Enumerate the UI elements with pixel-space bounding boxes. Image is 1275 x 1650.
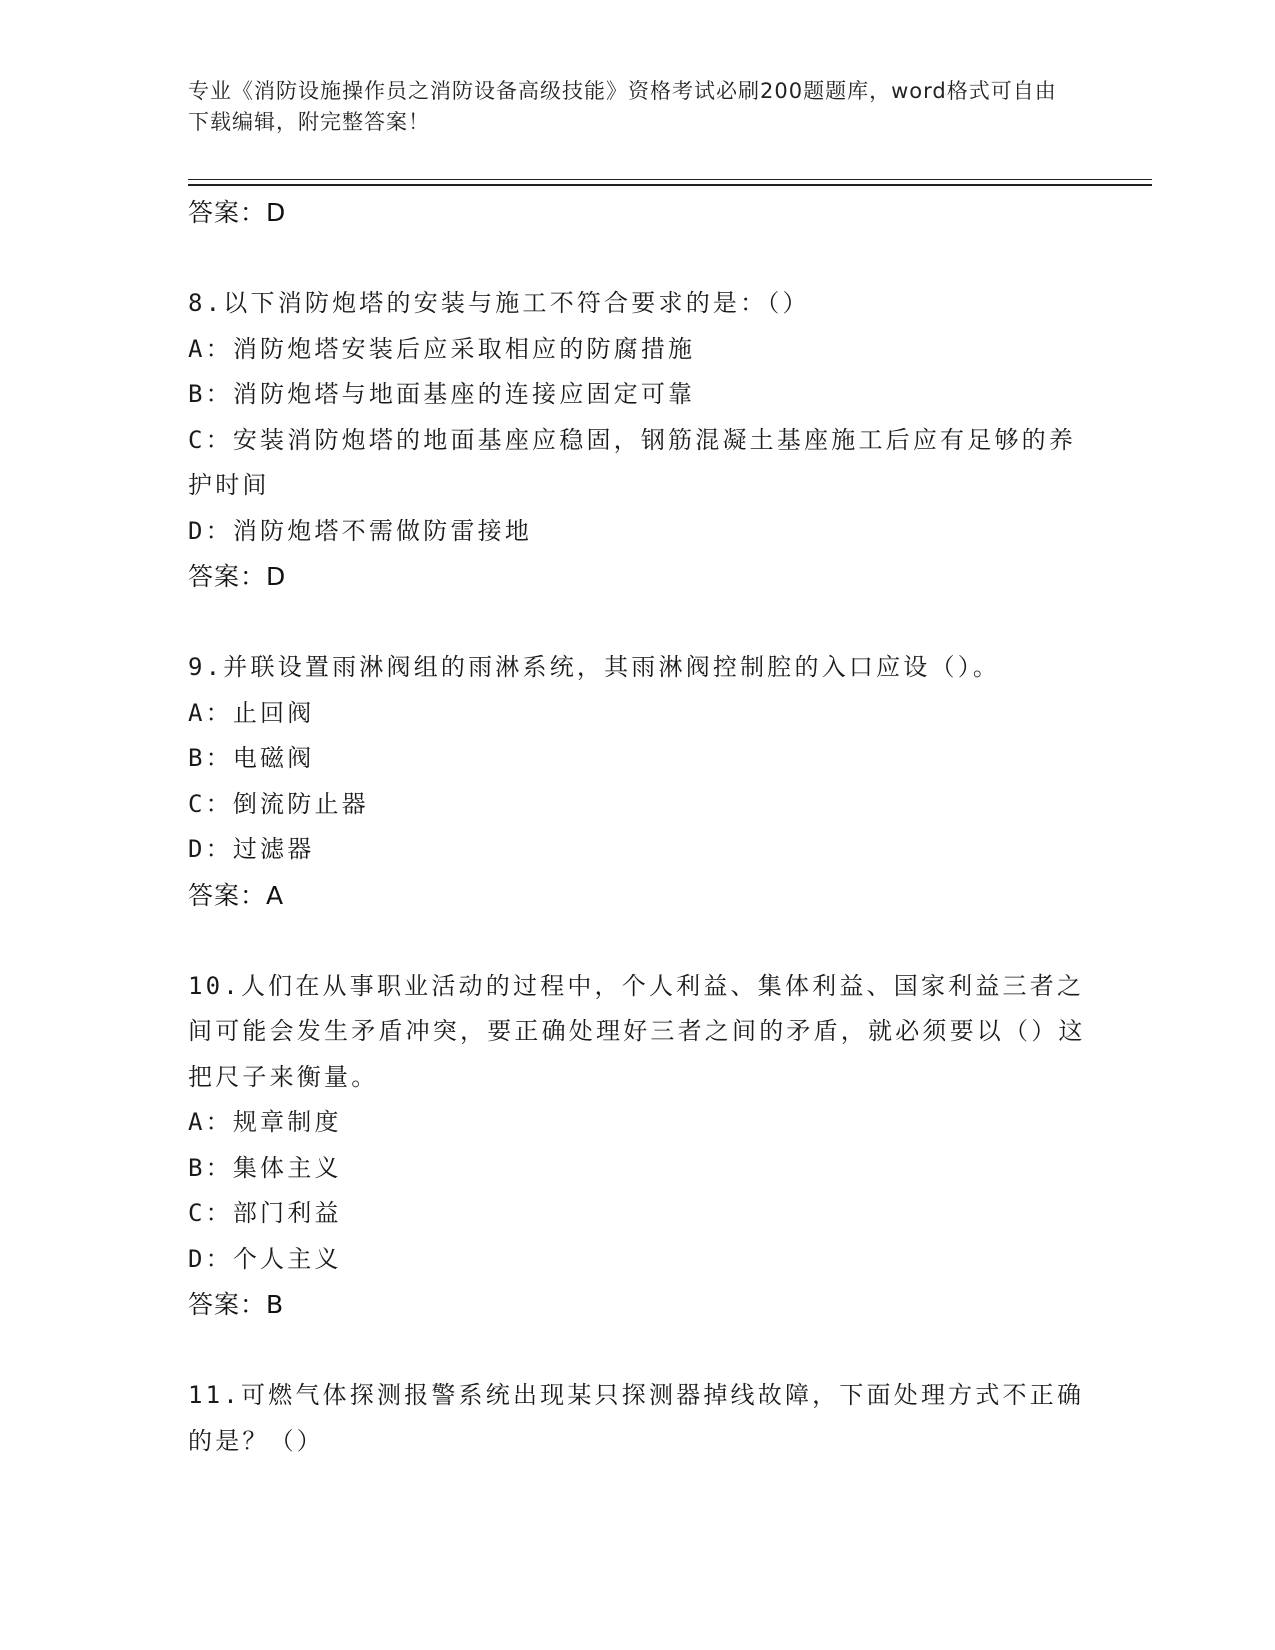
document-body — [188, 190, 1088, 1464]
header-rule-thin — [188, 179, 1152, 180]
option-a: A：消防炮塔安装后应采取相应的防腐措施 — [188, 334, 696, 363]
option-b: B：消防炮塔与地面基座的连接应固定可靠 — [188, 380, 696, 408]
question-9 — [188, 645, 1088, 918]
question-answer: 答案：B — [188, 1290, 285, 1319]
document-header: 专业《消防设施操作员之消防设备高级技能》资格考试必刷200题题库，word格式可自由下载编辑，附完整答案！ — [188, 79, 1057, 134]
question-10 — [188, 964, 1088, 1328]
question-stem: 11.可燃气体探测报警系统出现某只探测器掉线故障，下面处理方式不正确的是？（） — [188, 1381, 1085, 1455]
option-c: C：安装消防炮塔的地面基座应稳固，钢筋混凝土基座施工后应有足够的养护时间 — [188, 425, 1077, 499]
option-c: C：部门利益 — [188, 1199, 342, 1227]
option-a: A：止回阀 — [188, 698, 315, 727]
question-answer: 答案：A — [188, 880, 285, 910]
question-11 — [188, 1373, 1088, 1464]
option-d: D：消防炮塔不需做防雷接地 — [188, 516, 533, 545]
previous-answer: 答案：D — [188, 198, 287, 227]
question-stem: 10.人们在从事职业活动的过程中，个人利益、集体利益、国家利益三者之间可能会发生矛盾冲突，要正确处理好三者之间的矛盾，就必须要以（）这把尺子来衡量。 — [188, 971, 1086, 1091]
option-d: D：过滤器 — [188, 835, 315, 863]
header-rule-thick — [188, 184, 1152, 186]
option-b: B：集体主义 — [188, 1153, 342, 1182]
option-c: C：倒流防止器 — [188, 789, 369, 818]
question-stem: 9.并联设置雨淋阀组的雨淋系统，其雨淋阀控制腔的入口应设（）。 — [188, 653, 1001, 681]
option-d: D：个人主义 — [188, 1244, 342, 1273]
option-b: B：电磁阀 — [188, 744, 315, 772]
question-8 — [188, 281, 1088, 599]
option-a: A：规章制度 — [188, 1108, 342, 1136]
question-answer: 答案：D — [188, 562, 287, 591]
question-stem: 8.以下消防炮塔的安装与施工不符合要求的是：（） — [188, 289, 810, 317]
